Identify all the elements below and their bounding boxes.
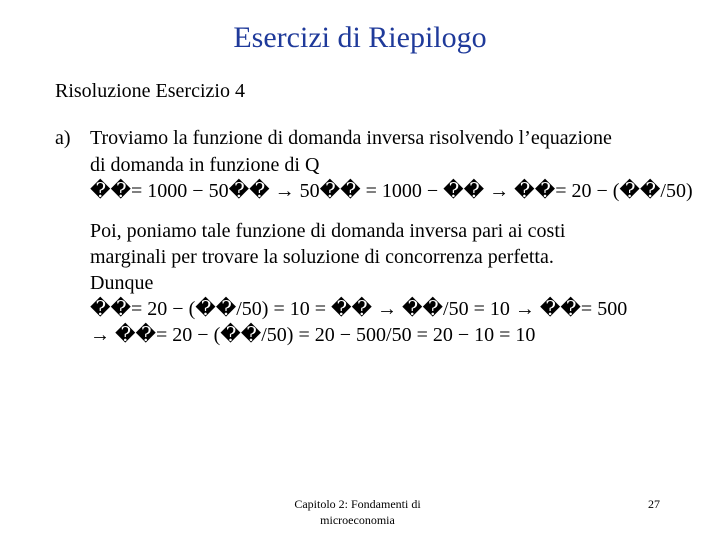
paragraph-line: marginali per trovare la soluzione di concorrenza perfetta. (90, 246, 554, 268)
equilibrium-equation: ��= 20 − (��/50) = 10 = �� → ��/50 = 10 → ��= 500 (90, 298, 628, 320)
page-number: 27 (648, 497, 660, 511)
section-subtitle: Risoluzione Esercizio 4 (55, 80, 245, 102)
item-text-line: Troviamo la funzione di domanda inversa risolvendo l’equazione (90, 127, 612, 149)
paragraph-line: Poi, poniamo tale funzione di domanda inversa pari ai costi (90, 220, 566, 242)
footer-chapter: Capitolo 2: Fondamenti di microeconomia (294, 497, 421, 527)
item-text-line: di domanda in funzione di Q (90, 154, 320, 176)
slide-title: Esercizi di Riepilogo (233, 21, 487, 54)
price-equation: → ��= 20 − (��/50) = 20 − 500/50 = 20 − 10 = 10 (90, 324, 536, 346)
paragraph-line: Dunque (90, 272, 154, 294)
demand-equation: ��= 1000 − 50�� → 50�� = 1000 − �� → ��= 20 − (��/50) (90, 180, 693, 202)
item-marker: a) (55, 127, 71, 149)
